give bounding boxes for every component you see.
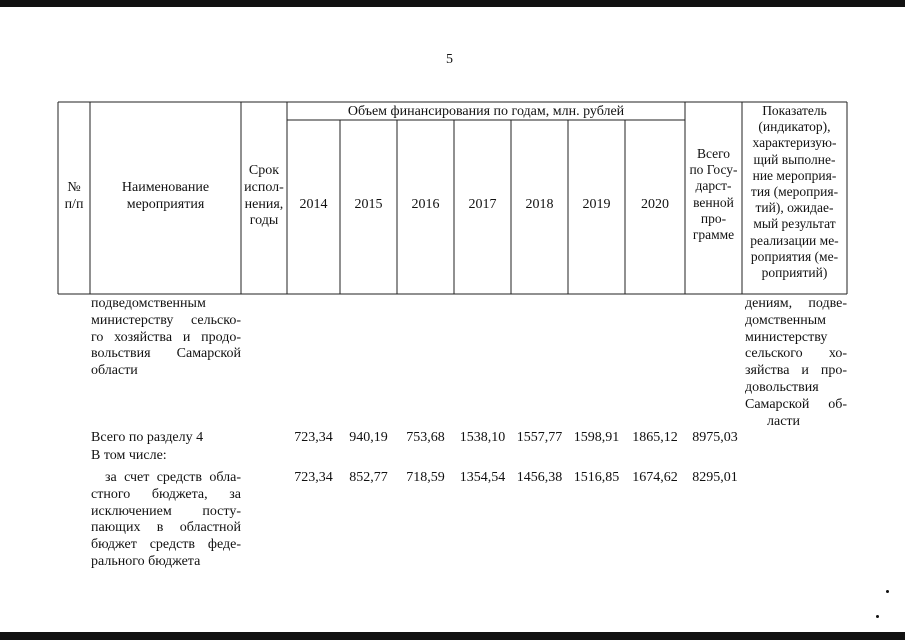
row-regional-label-line: за счет средств обла- xyxy=(105,470,241,485)
continuation-indicator-line: довольствия xyxy=(745,379,819,395)
row-total-value: 940,19 xyxy=(349,430,388,445)
row-regional-label xyxy=(91,470,241,571)
continuation-indicator-line: ласти xyxy=(767,413,801,429)
row-regional-label-line: бюджет средств феде- xyxy=(91,537,241,553)
continuation-indicator-line: домственным xyxy=(745,312,827,328)
header-year-2018: 2018 xyxy=(525,197,554,212)
scan-speck xyxy=(886,590,889,593)
row-regional-label-line: исключением посту- xyxy=(91,503,241,519)
continuation-indicator-line: зяйства и про- xyxy=(745,363,847,379)
header-year-2020: 2020 xyxy=(641,197,669,212)
header-indicator: Показатель (индикатор), характеризую- щий выполне- ние мероприя- тия (мероприя- тий), ожидае- мый результат реализации ме- роприятия (ме- роприятий) xyxy=(750,103,839,280)
continuation-name-line: министерству сельско- xyxy=(91,312,241,328)
row-total-value: 1557,77 xyxy=(516,430,563,445)
row-regional-value: 1456,38 xyxy=(516,470,563,485)
continuation-name-line: вольствия Самарской xyxy=(91,346,241,362)
continuation-name-line: го хозяйства и продо- xyxy=(91,329,241,345)
row-regional-value: 1516,85 xyxy=(573,470,620,485)
continuation-name-line: подведомственным xyxy=(91,296,206,311)
row-total-label: Всего по разделу 4 xyxy=(91,430,204,445)
header-year-2017: 2017 xyxy=(468,197,497,212)
continuation-name-line: области xyxy=(91,363,138,379)
row-regional-value: 1674,62 xyxy=(632,470,678,485)
row-regional-label-line: пающих в областной xyxy=(91,520,241,536)
row-total-value: 1598,91 xyxy=(573,430,620,445)
row-regional-sum: 8295,01 xyxy=(692,470,738,485)
row-including-label: В том числе: xyxy=(91,448,167,463)
row-total-value: 1538,10 xyxy=(459,430,506,445)
page-number: 5 xyxy=(446,52,453,67)
header-num: № п/п xyxy=(64,180,84,212)
header-name: Наименование мероприятия xyxy=(121,180,210,212)
header-year-2016: 2016 xyxy=(411,197,440,212)
row-total-sum: 8975,03 xyxy=(692,430,738,445)
row-regional-value: 723,34 xyxy=(294,470,333,485)
bottom-rule xyxy=(0,632,905,640)
row-regional-label-line: стного бюджета, за xyxy=(91,486,241,502)
continuation-indicator-line: дениям, подве- xyxy=(745,296,847,311)
continuation-indicator-line: сельского хо- xyxy=(745,346,847,362)
header-total: Всего по Госу- дарст- венной про- грамме xyxy=(689,146,738,242)
header-funding-title: Объем финансирования по годам, млн. рублей xyxy=(347,104,625,119)
row-regional-value: 852,77 xyxy=(349,470,388,485)
row-regional-value: 1354,54 xyxy=(459,470,506,485)
row-total-value: 723,34 xyxy=(294,430,333,445)
header-year-2015: 2015 xyxy=(354,197,383,212)
continuation-name xyxy=(91,296,241,380)
continuation-indicator-line: Самарской об- xyxy=(745,396,847,412)
continuation-indicator-line: министерству xyxy=(745,329,828,345)
row-total-value: 1865,12 xyxy=(632,430,678,445)
row-regional-value: 718,59 xyxy=(406,470,445,485)
scan-speck xyxy=(876,615,879,618)
continuation-indicator xyxy=(745,296,847,430)
header-year-2019: 2019 xyxy=(582,197,611,212)
top-rule xyxy=(0,0,905,7)
header-year-2014: 2014 xyxy=(299,197,328,212)
row-regional-label-line: рального бюджета xyxy=(91,553,201,569)
header-term: Срок испол- нения, годы xyxy=(244,163,284,229)
row-total-value: 753,68 xyxy=(406,430,445,445)
